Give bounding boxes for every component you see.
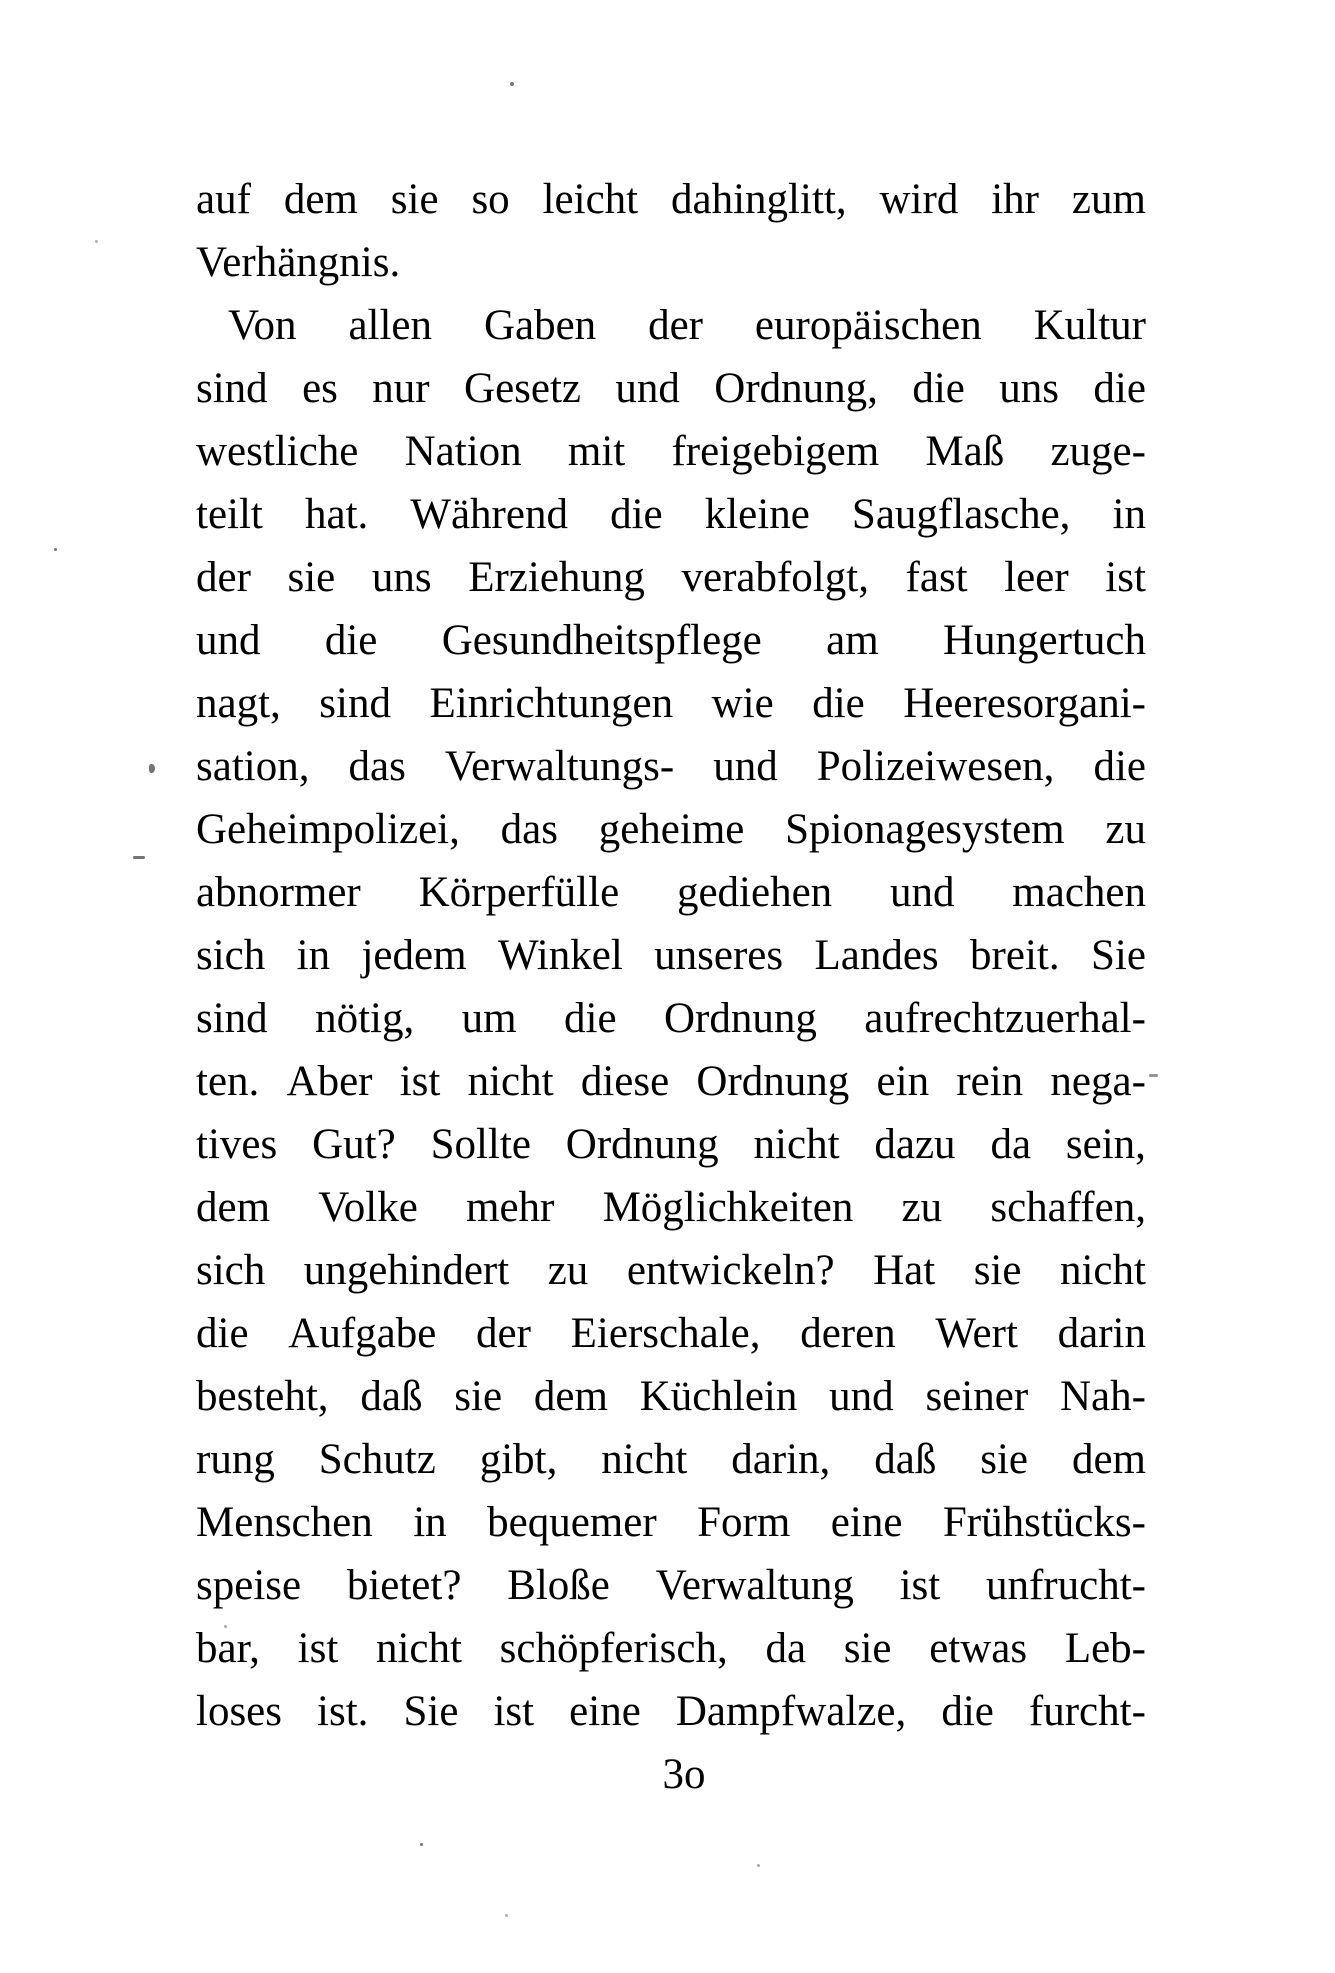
scan-speck xyxy=(54,548,57,551)
text-line: auf dem sie so leicht dahinglitt, wird ihr zum xyxy=(196,176,1146,223)
text-line: bar, ist nicht schöpferisch, da sie etwas Leb- xyxy=(196,1625,1146,1672)
text-line: rung Schutz gibt, nicht darin, daß sie dem xyxy=(196,1436,1146,1483)
text-line: sich ungehindert zu entwickeln? Hat sie nicht xyxy=(196,1247,1146,1294)
text-line: Von allen Gaben der europäischen Kultur xyxy=(228,302,1146,349)
text-block xyxy=(196,168,1146,1743)
scan-speck xyxy=(757,1864,760,1867)
text-line: Menschen in bequemer Form eine Frühstücks- xyxy=(196,1499,1146,1546)
text-line: Geheimpolizei, das geheime Spionagesystem zu xyxy=(196,806,1146,853)
text-line: ten. Aber ist nicht diese Ordnung ein rein nega- xyxy=(196,1058,1146,1105)
text-line: die Aufgabe der Eierschale, deren Wert darin xyxy=(196,1310,1146,1357)
scan-speck xyxy=(133,856,145,859)
text-line: dem Volke mehr Möglichkeiten zu schaffen, xyxy=(196,1184,1146,1231)
scan-speck xyxy=(149,764,155,773)
text-line: sind es nur Gesetz und Ordnung, die uns die xyxy=(196,365,1146,412)
scan-speck xyxy=(420,1843,423,1846)
text-line: sation, das Verwaltungs- und Polizeiwesen, die xyxy=(196,743,1146,790)
page-number: 3o xyxy=(662,1751,706,1798)
text-line: westliche Nation mit freigebigem Maß zuge- xyxy=(196,428,1146,475)
text-line: sind nötig, um die Ordnung aufrechtzuerhal- xyxy=(196,995,1146,1042)
text-line: und die Gesundheitspflege am Hungertuch xyxy=(196,617,1146,664)
scan-speck xyxy=(505,1914,508,1917)
text-line: der sie uns Erziehung verabfolgt, fast leer ist xyxy=(196,554,1146,601)
scan-speck xyxy=(510,82,514,86)
scan-speck xyxy=(95,240,98,243)
scan-speck xyxy=(1149,1074,1158,1077)
text-line: teilt hat. Während die kleine Saugflasche, in xyxy=(196,491,1146,538)
text-line: besteht, daß sie dem Küchlein und seiner Nah- xyxy=(196,1373,1146,1420)
text-line: speise bietet? Bloße Verwaltung ist unfrucht- xyxy=(196,1562,1146,1609)
text-line: abnormer Körperfülle gediehen und machen xyxy=(196,869,1146,916)
scan-speck xyxy=(224,1625,227,1628)
text-line: tives Gut? Sollte Ordnung nicht dazu da sein, xyxy=(196,1121,1146,1168)
text-line: sich in jedem Winkel unseres Landes breit. Sie xyxy=(196,932,1146,979)
text-line: nagt, sind Einrichtungen wie die Heeresorgani- xyxy=(196,680,1146,727)
text-line: loses ist. Sie ist eine Dampfwalze, die furcht- xyxy=(196,1688,1146,1735)
text-line: Verhängnis. xyxy=(196,239,401,286)
